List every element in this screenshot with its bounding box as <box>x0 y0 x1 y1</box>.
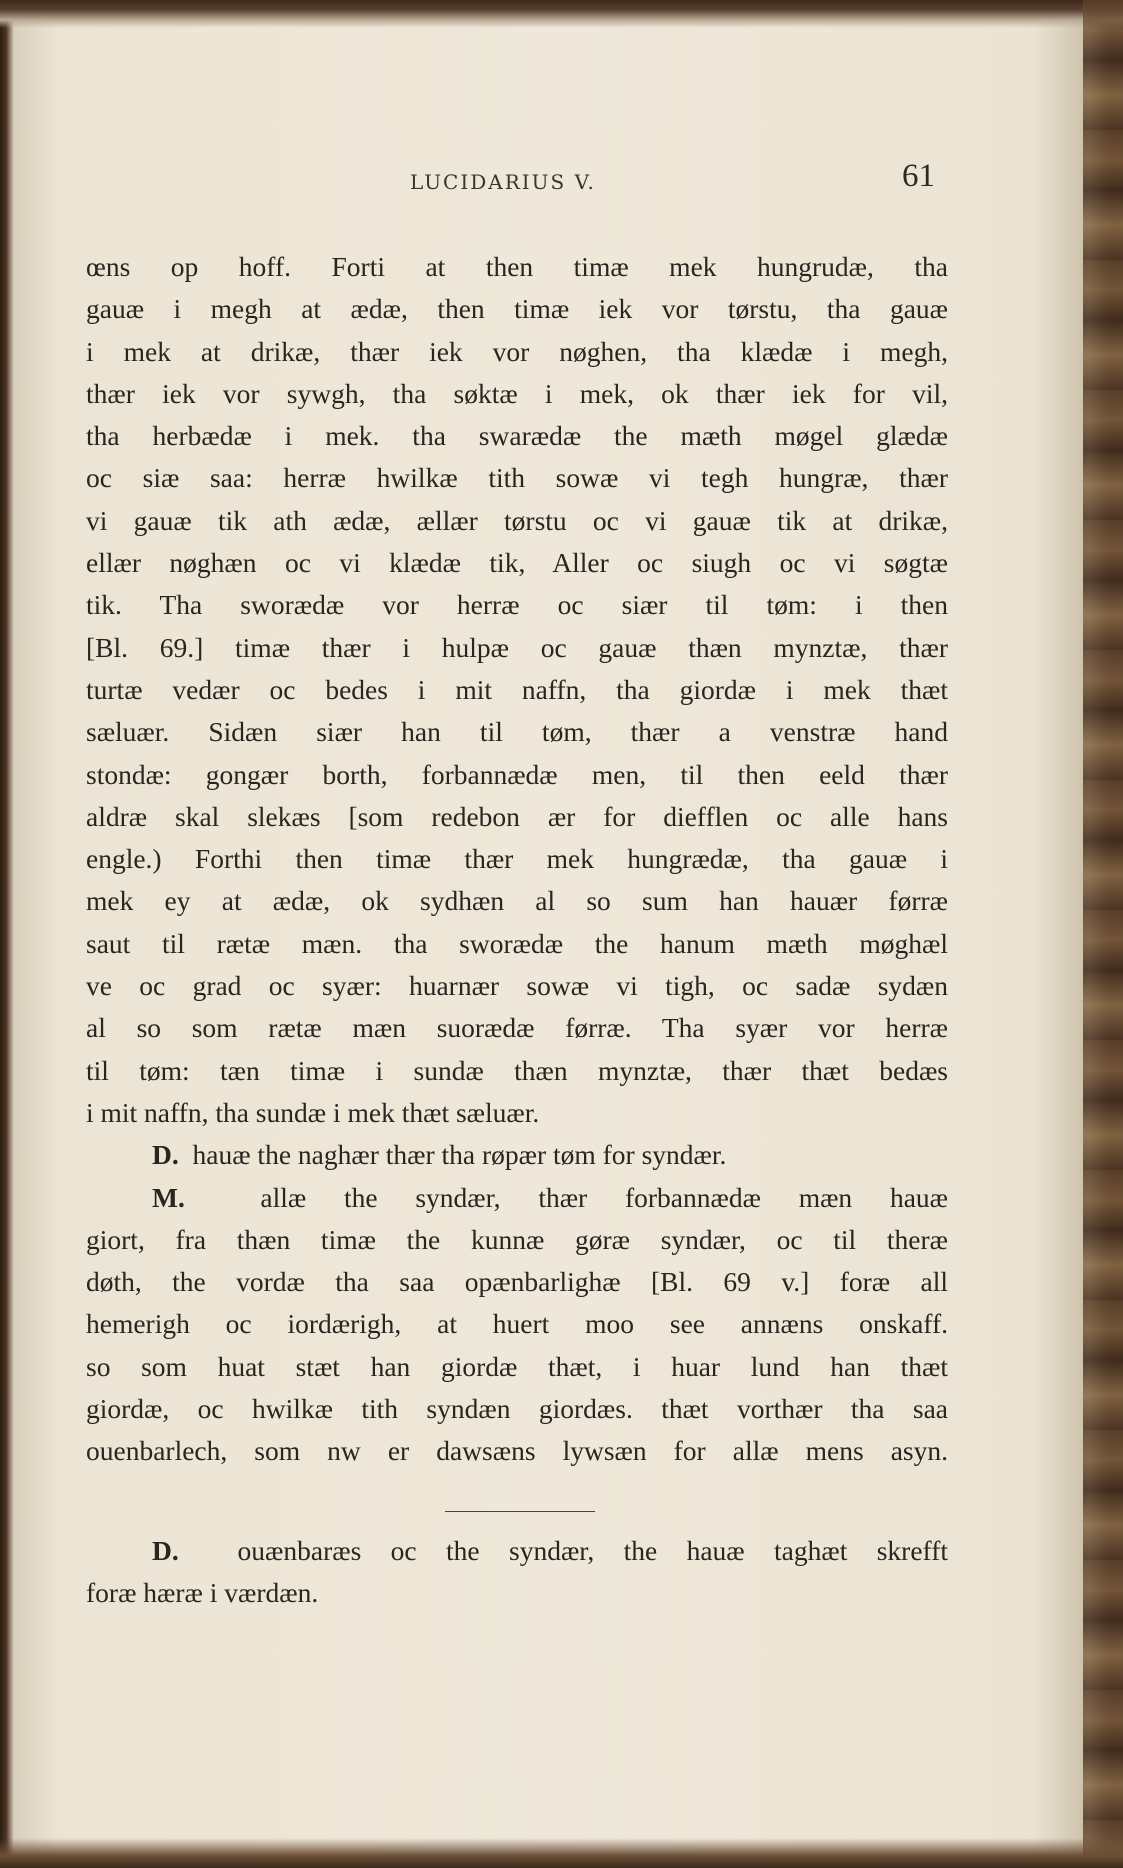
question-line <box>86 1134 948 1176</box>
text-line: al so som rætæ mæn suorædæ førræ. Tha syær vor herræ <box>86 1012 948 1044</box>
text-line: gauæ i megh at ædæ, then timæ iek vor tørstu, tha gauæ <box>86 293 948 325</box>
main-text-block <box>86 246 948 1473</box>
text-line: thær iek vor sywgh, tha søktæ i mek, ok thær iek for vil, <box>86 377 948 409</box>
text-line: giordæ, oc hwilkæ tith syndæn giordæs. thæt vorthær tha saa <box>86 1393 948 1425</box>
text-line: saut til rætæ mæn. tha sworædæ the hanum mæth møghæl <box>86 927 948 959</box>
text-line: foræ hæræ i værdæn. <box>86 1577 319 1609</box>
question2-first-line <box>86 1530 948 1572</box>
text-line: oc siæ saa: herræ hwilkæ tith sowæ vi tegh hungræ, thær <box>86 462 948 494</box>
text-line: aldræ skal slekæs [som redebon ær for diefflen oc alle hans <box>86 800 948 832</box>
running-head: LUCIDARIUS V. <box>410 170 596 194</box>
question-text: hauæ the naghær thær tha røpær tøm for syndær. <box>192 1139 727 1171</box>
text-line: [Bl. 69.] timæ thær i hulpæ oc gauæ thæn mynztæ, thær <box>86 631 948 663</box>
page-top-edge <box>0 0 1123 28</box>
text-line: ve oc grad oc syær: huarnær sowæ vi tigh, oc sadæ sydæn <box>86 970 948 1002</box>
speaker-d: D. <box>152 1535 179 1566</box>
text-line: tik. Tha sworædæ vor herræ oc siær til tøm: i then <box>86 589 948 621</box>
text-line: œns op hoff. Forti at then timæ mek hungrudæ, tha <box>86 251 948 282</box>
text-line: døth, the vordæ tha saa opænbarlighæ [Bl. 69 v.] foræ all <box>86 1266 948 1298</box>
text-line: i mek at drikæ, thær iek vor nøghen, tha klædæ i megh, <box>86 335 948 367</box>
text-line: til tøm: tæn timæ i sundæ thæn mynztæ, thær thæt bedæs <box>86 1054 948 1086</box>
text-line: stondæ: gongær borth, forbannædæ men, til then eeld thær <box>86 758 948 790</box>
text-line: sæluær. Sidæn siær han til tøm, thær a venstræ hand <box>86 716 948 748</box>
text-line: ouenbarlech, som nw er dawsæns lywsæn for allæ mens asyn. <box>86 1435 948 1467</box>
text-line: so som huat stæt han giordæ thæt, i huar lund han thæt <box>86 1350 948 1382</box>
book-fore-edge <box>1083 0 1123 1868</box>
answer-first-line <box>86 1177 948 1219</box>
text-line: engle.) Forthi then timæ thær mek hungrædæ, tha gauæ i <box>86 843 948 875</box>
text-line: ellær nøghæn oc vi klædæ tik, Aller oc siugh oc vi søgtæ <box>86 547 948 579</box>
speaker-m: M. <box>152 1181 185 1213</box>
speaker-d: D. <box>152 1139 179 1171</box>
question2-text: ouænbaræs oc the syndær, the hauæ taghæt skrefft <box>237 1535 949 1566</box>
section-divider <box>445 1511 595 1512</box>
text-line: vi gauæ tik ath ædæ, ællær tørstu oc vi gauæ tik at drikæ, <box>86 504 948 536</box>
question2-block <box>86 1530 948 1615</box>
text-line: hemerigh oc iordærigh, at huert moo see annæns onskaff. <box>86 1308 948 1340</box>
text-line: i mit naffn, tha sundæ i mek thæt sæluær. <box>86 1096 540 1128</box>
text-line: turtæ vedær oc bedes i mit naffn, tha giordæ i mek thæt <box>86 673 948 705</box>
answer-text: allæ the syndær, thær forbannædæ mæn hauæ <box>260 1181 948 1213</box>
text-line: mek ey at ædæ, ok sydhæn al so sum han hauær førræ <box>86 885 948 917</box>
page-number: 61 <box>902 158 935 194</box>
page-bottom-edge <box>0 1838 1123 1868</box>
text-line: tha herbædæ i mek. tha swarædæ the mæth møgel glædæ <box>86 420 948 452</box>
text-line: giort, fra thæn timæ the kunnæ gøræ syndær, oc til theræ <box>86 1223 948 1255</box>
